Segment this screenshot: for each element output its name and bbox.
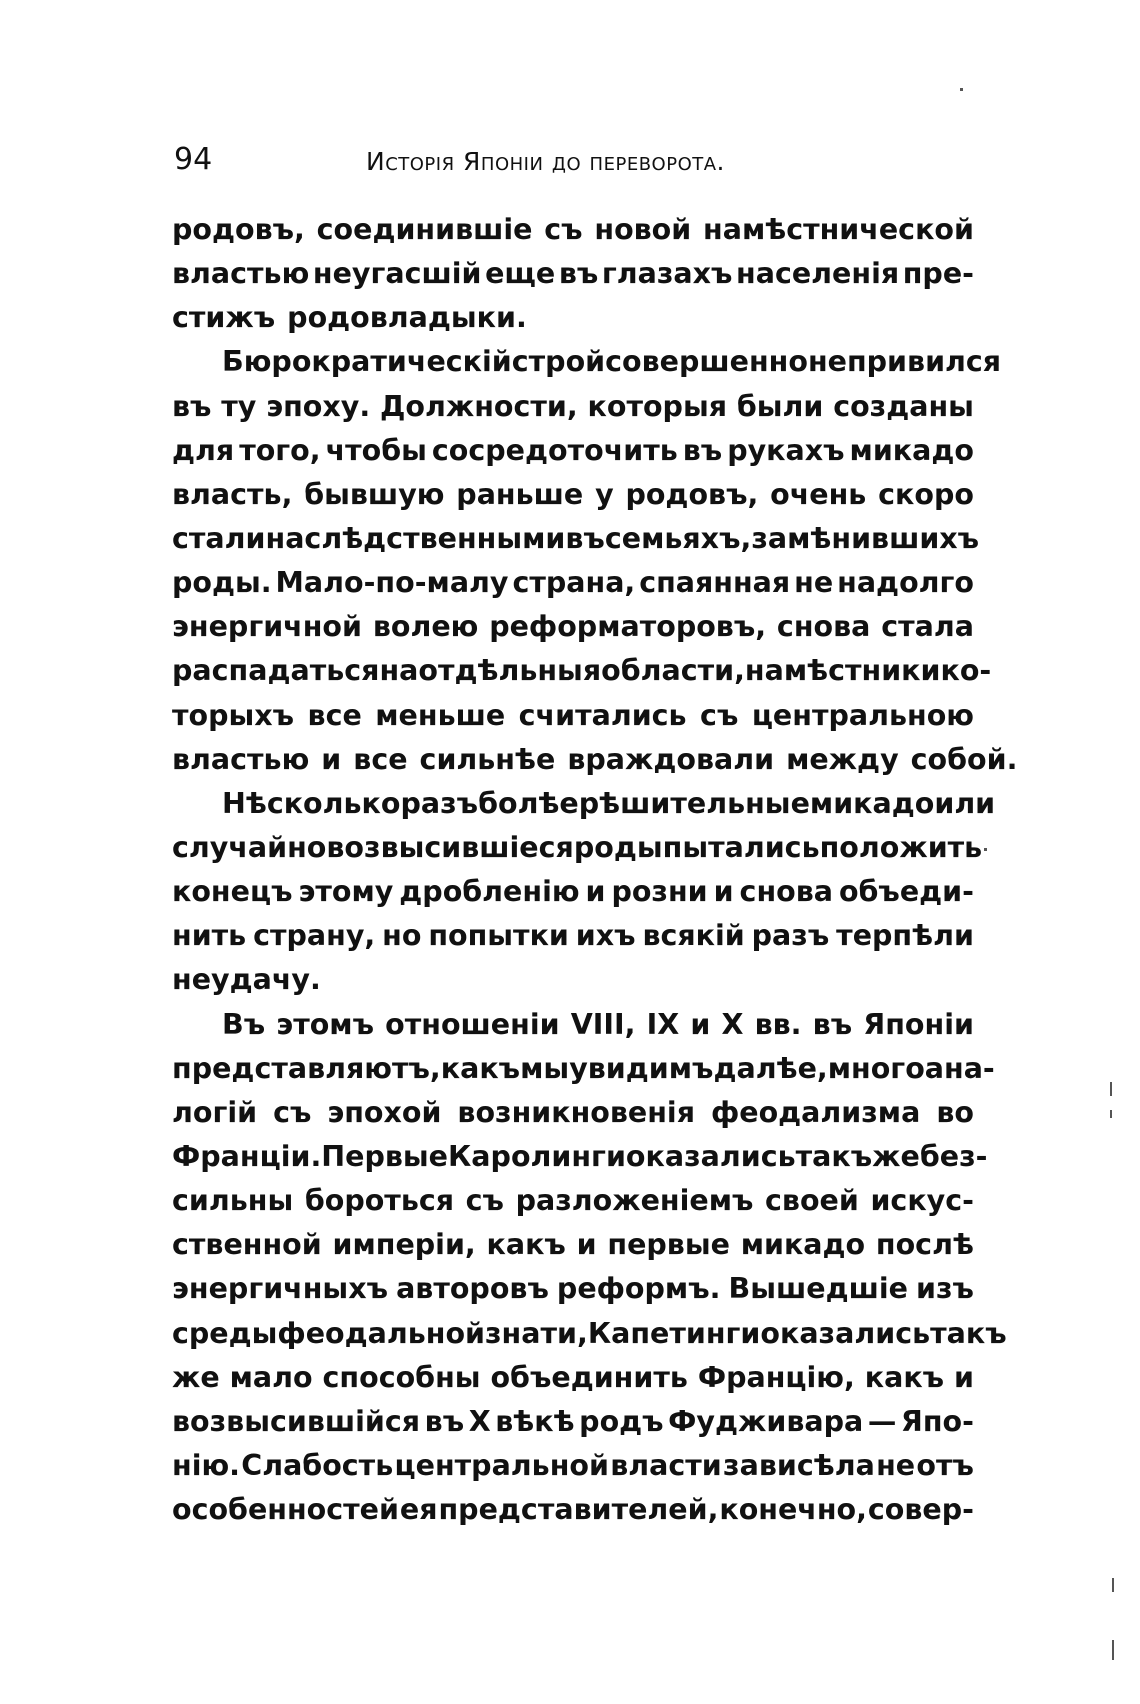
word: созданы [833, 389, 974, 423]
word: власти [610, 1448, 722, 1482]
word: Каролинги [448, 1139, 626, 1173]
text-line [172, 561, 974, 605]
word: на [379, 654, 419, 688]
word: наслѣдственными [265, 521, 566, 555]
text-line [172, 1047, 995, 1091]
text-line [172, 958, 974, 1002]
word: такъ [795, 1139, 873, 1173]
text-line [172, 296, 974, 340]
word: Франціи. [172, 1139, 322, 1173]
word: Капетинги [587, 1316, 761, 1350]
word: зависѣла [723, 1448, 875, 1482]
word: оказались [625, 1139, 796, 1173]
word: меньше [375, 698, 506, 732]
word: того, [239, 433, 321, 467]
word: изъ [916, 1272, 974, 1306]
word: отношеніи [385, 1007, 560, 1041]
text-line [172, 1400, 974, 1444]
word: объединить [490, 1360, 688, 1394]
scan-speck [1112, 1578, 1114, 1592]
page-number: 94 [174, 142, 213, 177]
word: искус- [870, 1184, 974, 1218]
text-line [172, 914, 974, 958]
paragraph [172, 208, 974, 340]
text-line [172, 385, 974, 429]
word: разложеніемъ [515, 1184, 754, 1218]
word: не [794, 566, 834, 600]
word: далѣе, [713, 1051, 828, 1085]
word: совершенно [605, 345, 808, 379]
text-line [172, 870, 974, 914]
word: Въ [222, 1007, 266, 1041]
text-line [172, 429, 974, 473]
word: центральной [394, 1448, 609, 1482]
word: роды. [172, 566, 272, 600]
word: своей [765, 1184, 859, 1218]
word: послѣ [875, 1228, 974, 1262]
text-line [172, 605, 974, 649]
word: авторовъ [396, 1272, 549, 1306]
word: бороться [304, 1184, 455, 1218]
word: Первые [321, 1139, 449, 1173]
word: отдѣльныя [418, 654, 602, 688]
word: надолго [837, 566, 974, 600]
word: попытки [428, 919, 569, 953]
word: новой [594, 213, 692, 246]
word: реформаторовъ, [489, 610, 767, 644]
word: между [786, 742, 899, 776]
word: волею [372, 610, 479, 644]
word: и [954, 1360, 974, 1394]
word: были [736, 389, 824, 423]
word: эпохой [327, 1095, 442, 1129]
word: способны [322, 1360, 481, 1394]
word: и [713, 875, 734, 909]
word: властью [172, 257, 310, 291]
word: рукахъ [727, 433, 845, 467]
word: пытались [662, 830, 820, 864]
word: чтобы [325, 433, 427, 467]
word: снова [776, 610, 871, 644]
word: въ [812, 1007, 853, 1041]
paragraph [172, 340, 1018, 781]
word: ко- [940, 654, 992, 688]
word: центральною [751, 698, 974, 732]
word: стижъ [172, 301, 276, 335]
word: не [876, 1448, 916, 1482]
text-line [172, 1444, 974, 1488]
text-line [172, 1223, 974, 1267]
word: неудачу. [172, 963, 321, 997]
word: съ [465, 1184, 504, 1218]
word: среды [172, 1316, 278, 1350]
word: въ [558, 257, 599, 291]
word: считались [518, 698, 687, 732]
word: ихъ [575, 919, 636, 953]
word: но [382, 919, 422, 953]
word: терпѣли [836, 919, 974, 953]
word: увидимъ [569, 1051, 714, 1085]
word: Фудживара [668, 1404, 864, 1438]
word: родъ [579, 1404, 664, 1438]
word: семьяхъ, [604, 521, 752, 555]
word: бывшую [304, 477, 445, 511]
word: и [576, 1228, 597, 1262]
word: съ [544, 213, 583, 246]
word: нію. [172, 1448, 240, 1482]
word: же [172, 1360, 220, 1394]
word: этому [298, 875, 394, 909]
word: очень [770, 477, 867, 511]
word: родовъ, [172, 213, 305, 246]
body-text [172, 208, 1018, 1532]
word: сильны [172, 1184, 294, 1218]
word: въ [565, 521, 605, 555]
word: ана- [924, 1051, 995, 1085]
text-line [172, 517, 980, 561]
word: дробленію [399, 875, 580, 909]
word: родовъ, [625, 477, 759, 511]
word: населенія [736, 257, 900, 291]
word: въ [424, 1404, 465, 1438]
word: VIII, [570, 1007, 636, 1041]
word: не [807, 345, 847, 379]
text-line [172, 252, 974, 296]
word: страну, [253, 919, 376, 953]
word: все [353, 742, 408, 776]
text-line [172, 1003, 974, 1047]
word: распадаться [172, 654, 380, 688]
word: микадо [809, 786, 935, 820]
paragraph [172, 1003, 1007, 1533]
word: для [172, 433, 235, 467]
text-line [172, 782, 996, 826]
word: энергичныхъ [172, 1272, 389, 1306]
word: микадо [740, 1228, 866, 1262]
word: родовладыки. [287, 301, 527, 335]
word: и [321, 742, 342, 776]
scan-speck [1110, 1110, 1112, 1118]
word: ственной [172, 1228, 322, 1262]
word: сильнѣе [419, 742, 556, 776]
scan-speck [1112, 1640, 1114, 1660]
word: во [936, 1095, 974, 1129]
word: строй [511, 345, 606, 379]
word: властью [172, 742, 310, 776]
word: феодализма [710, 1095, 921, 1129]
word: Францію, [697, 1360, 855, 1394]
word: конецъ [172, 875, 293, 909]
word: снова [739, 875, 833, 909]
word: какъ [486, 1228, 566, 1262]
word: этомъ [276, 1007, 375, 1041]
word: неугасшій [312, 257, 482, 291]
text-line [172, 1267, 974, 1311]
word: возвысившійся [172, 1404, 421, 1438]
text-line [172, 473, 974, 517]
word: много [827, 1051, 925, 1085]
word: глазахъ [601, 257, 733, 291]
word: оказались [760, 1316, 931, 1350]
word: мы [520, 1051, 570, 1085]
word: какъ [440, 1051, 521, 1085]
word: микадо [849, 433, 974, 467]
word: объеди- [838, 875, 974, 909]
word: и [585, 875, 606, 909]
word: возникновенія [457, 1095, 695, 1129]
word: реформъ. [556, 1272, 721, 1306]
word: без- [919, 1139, 988, 1173]
word: замѣнившихъ [751, 521, 980, 555]
text-line [172, 738, 1018, 782]
word: Вышедшіе [728, 1272, 908, 1306]
word: феодальной [277, 1316, 485, 1350]
text-line [172, 1179, 974, 1223]
text-line [172, 649, 992, 693]
word: такъ [930, 1316, 1007, 1350]
word: отъ [916, 1448, 974, 1482]
word: враждовали [567, 742, 775, 776]
word: Должности, [380, 389, 578, 423]
word: же [872, 1139, 920, 1173]
word: все [307, 698, 362, 732]
word: страна, [512, 566, 636, 600]
word: мало [229, 1360, 313, 1394]
word: нить [172, 919, 247, 953]
word: Мало-по-малу [275, 566, 509, 600]
word: намѣстнической [703, 213, 974, 246]
word: IX [646, 1007, 680, 1041]
word: рѣшительные [578, 786, 810, 820]
word: эпоху. [266, 389, 371, 423]
running-title: Исторія Японіи до переворота. [366, 147, 725, 176]
word: разъ [751, 919, 830, 953]
word: вв. [754, 1007, 802, 1041]
word: пре- [902, 257, 974, 291]
word: стала [881, 610, 974, 644]
scan-speck [960, 88, 963, 91]
word: — [867, 1404, 897, 1438]
word: собой. [910, 742, 1018, 776]
word: и [690, 1007, 711, 1041]
text-line [172, 340, 1002, 384]
word: у [595, 477, 614, 511]
word: энергичной [172, 610, 362, 644]
word: области, [601, 654, 745, 688]
word: намѣстники [744, 654, 941, 688]
word: съ [273, 1095, 312, 1129]
word: представляютъ, [172, 1051, 441, 1085]
word: X [468, 1404, 491, 1438]
word: первые [607, 1228, 730, 1262]
word: сосредоточить [431, 433, 678, 467]
text-line [172, 694, 974, 738]
word: или [934, 786, 996, 820]
word: представителей, [438, 1493, 719, 1527]
word: разъ [400, 786, 479, 820]
word: вѣкѣ [495, 1404, 575, 1438]
page-header [174, 140, 974, 180]
text-line [172, 208, 974, 252]
word: какъ [864, 1360, 945, 1394]
word: возвысившіеся [326, 830, 574, 864]
word: спаянная [639, 566, 791, 600]
word: стали [172, 521, 266, 555]
word: совер- [867, 1493, 974, 1527]
word: съ [700, 698, 739, 732]
text-line [172, 1356, 974, 1400]
word: власть, [172, 477, 293, 511]
word: Япо- [900, 1404, 974, 1438]
text-line [172, 1135, 988, 1179]
word: въ [172, 389, 212, 423]
text-line [172, 1488, 974, 1532]
word: особенностей [172, 1493, 399, 1527]
word: всякій [642, 919, 745, 953]
word: ея [399, 1493, 438, 1527]
word: которыя [587, 389, 728, 423]
word: скоро [878, 477, 974, 511]
paragraph [172, 782, 996, 1003]
word: въ [682, 433, 723, 467]
word: розни [611, 875, 708, 909]
word: еще [485, 257, 556, 291]
word: привился [846, 345, 1002, 379]
word: логій [172, 1095, 258, 1129]
word: случайно [172, 830, 327, 864]
word: ту [221, 389, 257, 423]
text-line [172, 1312, 1007, 1356]
text-line [172, 826, 983, 870]
word: X [721, 1007, 744, 1041]
word: торыхъ [172, 698, 295, 732]
word: Бюрократическій [222, 345, 512, 379]
word: болѣе [478, 786, 579, 820]
word: положить [819, 830, 983, 864]
word: конечно, [719, 1493, 867, 1527]
scan-speck [984, 848, 987, 851]
word: раньше [456, 477, 584, 511]
scan-speck [1110, 1082, 1112, 1096]
word: соединившіе [316, 213, 533, 246]
word: Слабость [241, 1448, 394, 1482]
word: Нѣсколько [222, 786, 401, 820]
word: имперіи, [332, 1228, 476, 1262]
word: знати, [485, 1316, 588, 1350]
word: Японіи [863, 1007, 974, 1041]
word: роды [573, 830, 663, 864]
text-line [172, 1091, 974, 1135]
